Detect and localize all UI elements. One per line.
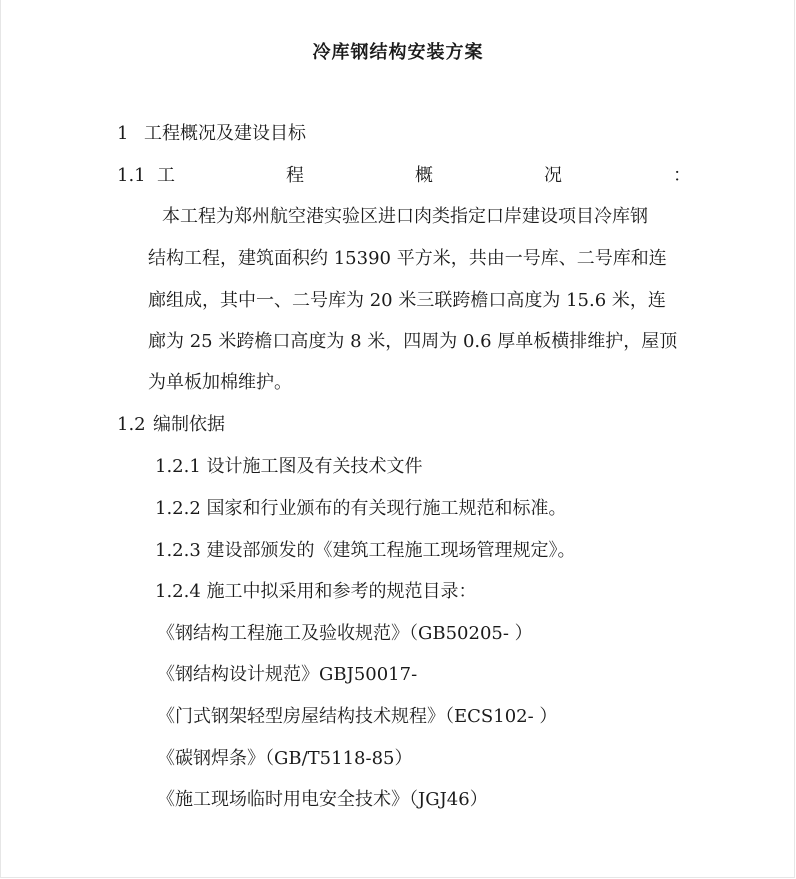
reference-standard: 《施工现场临时用电安全技术》（JGJ46） bbox=[157, 789, 488, 810]
section-1-number: 1 bbox=[117, 123, 129, 144]
section-1-2-number: 1.2 bbox=[117, 414, 146, 435]
section-1-1-char: 概 bbox=[415, 165, 433, 186]
overview-paragraph-line: 为单板加棉维护。 bbox=[148, 372, 292, 393]
reference-standard: 《门式钢架轻型房屋结构技术规程》（ECS102- ） bbox=[157, 706, 558, 727]
basis-item: 1.2.2 国家和行业颁布的有关现行施工规范和标准。 bbox=[155, 498, 567, 519]
section-1-1-char: 程 bbox=[286, 165, 304, 186]
section-1-1-char: 工 bbox=[157, 165, 175, 186]
reference-standard: 《碳钢焊条》（GB/T5118-85） bbox=[157, 748, 413, 769]
section-1-1-number-and-first-char bbox=[117, 163, 175, 189]
basis-item: 1.2.3 建设部颁发的《建筑工程施工现场管理规定》。 bbox=[155, 540, 576, 561]
section-1-1-char: ： bbox=[673, 165, 691, 186]
overview-paragraph-line: 本工程为郑州航空港实验区进口肉类指定口岸建设项目冷库钢 bbox=[162, 206, 648, 227]
section-1-1-char: 况 bbox=[544, 165, 562, 186]
section-1-2-title: 编制依据 bbox=[153, 414, 225, 435]
reference-standard: 《钢结构工程施工及验收规范》（GB50205- ） bbox=[157, 623, 533, 644]
section-1-1-heading bbox=[117, 163, 691, 189]
overview-paragraph-line: 结构工程，建筑面积约 15390 平方米，共由一号库、二号库和连 bbox=[148, 248, 667, 269]
section-1-2-heading bbox=[117, 412, 225, 438]
section-1-1-number: 1.1 bbox=[117, 165, 146, 186]
overview-paragraph-line: 廊为 25 米跨檐口高度为 8 米，四周为 0.6 厚单板横排维护，屋顶 bbox=[148, 331, 678, 352]
overview-paragraph-line: 廊组成，其中一、二号库为 20 米三联跨檐口高度为 15.6 米，连 bbox=[148, 290, 666, 311]
section-1-title: 工程概况及建设目标 bbox=[144, 123, 306, 144]
reference-standard: 《钢结构设计规范》GBJ50017- bbox=[157, 664, 418, 685]
document-title: 冷库钢结构安装方案 bbox=[312, 42, 484, 63]
basis-item: 1.2.4 施工中拟采用和参考的规范目录： bbox=[155, 581, 477, 602]
section-1-heading bbox=[117, 121, 306, 147]
basis-item: 1.2.1 设计施工图及有关技术文件 bbox=[155, 456, 423, 477]
